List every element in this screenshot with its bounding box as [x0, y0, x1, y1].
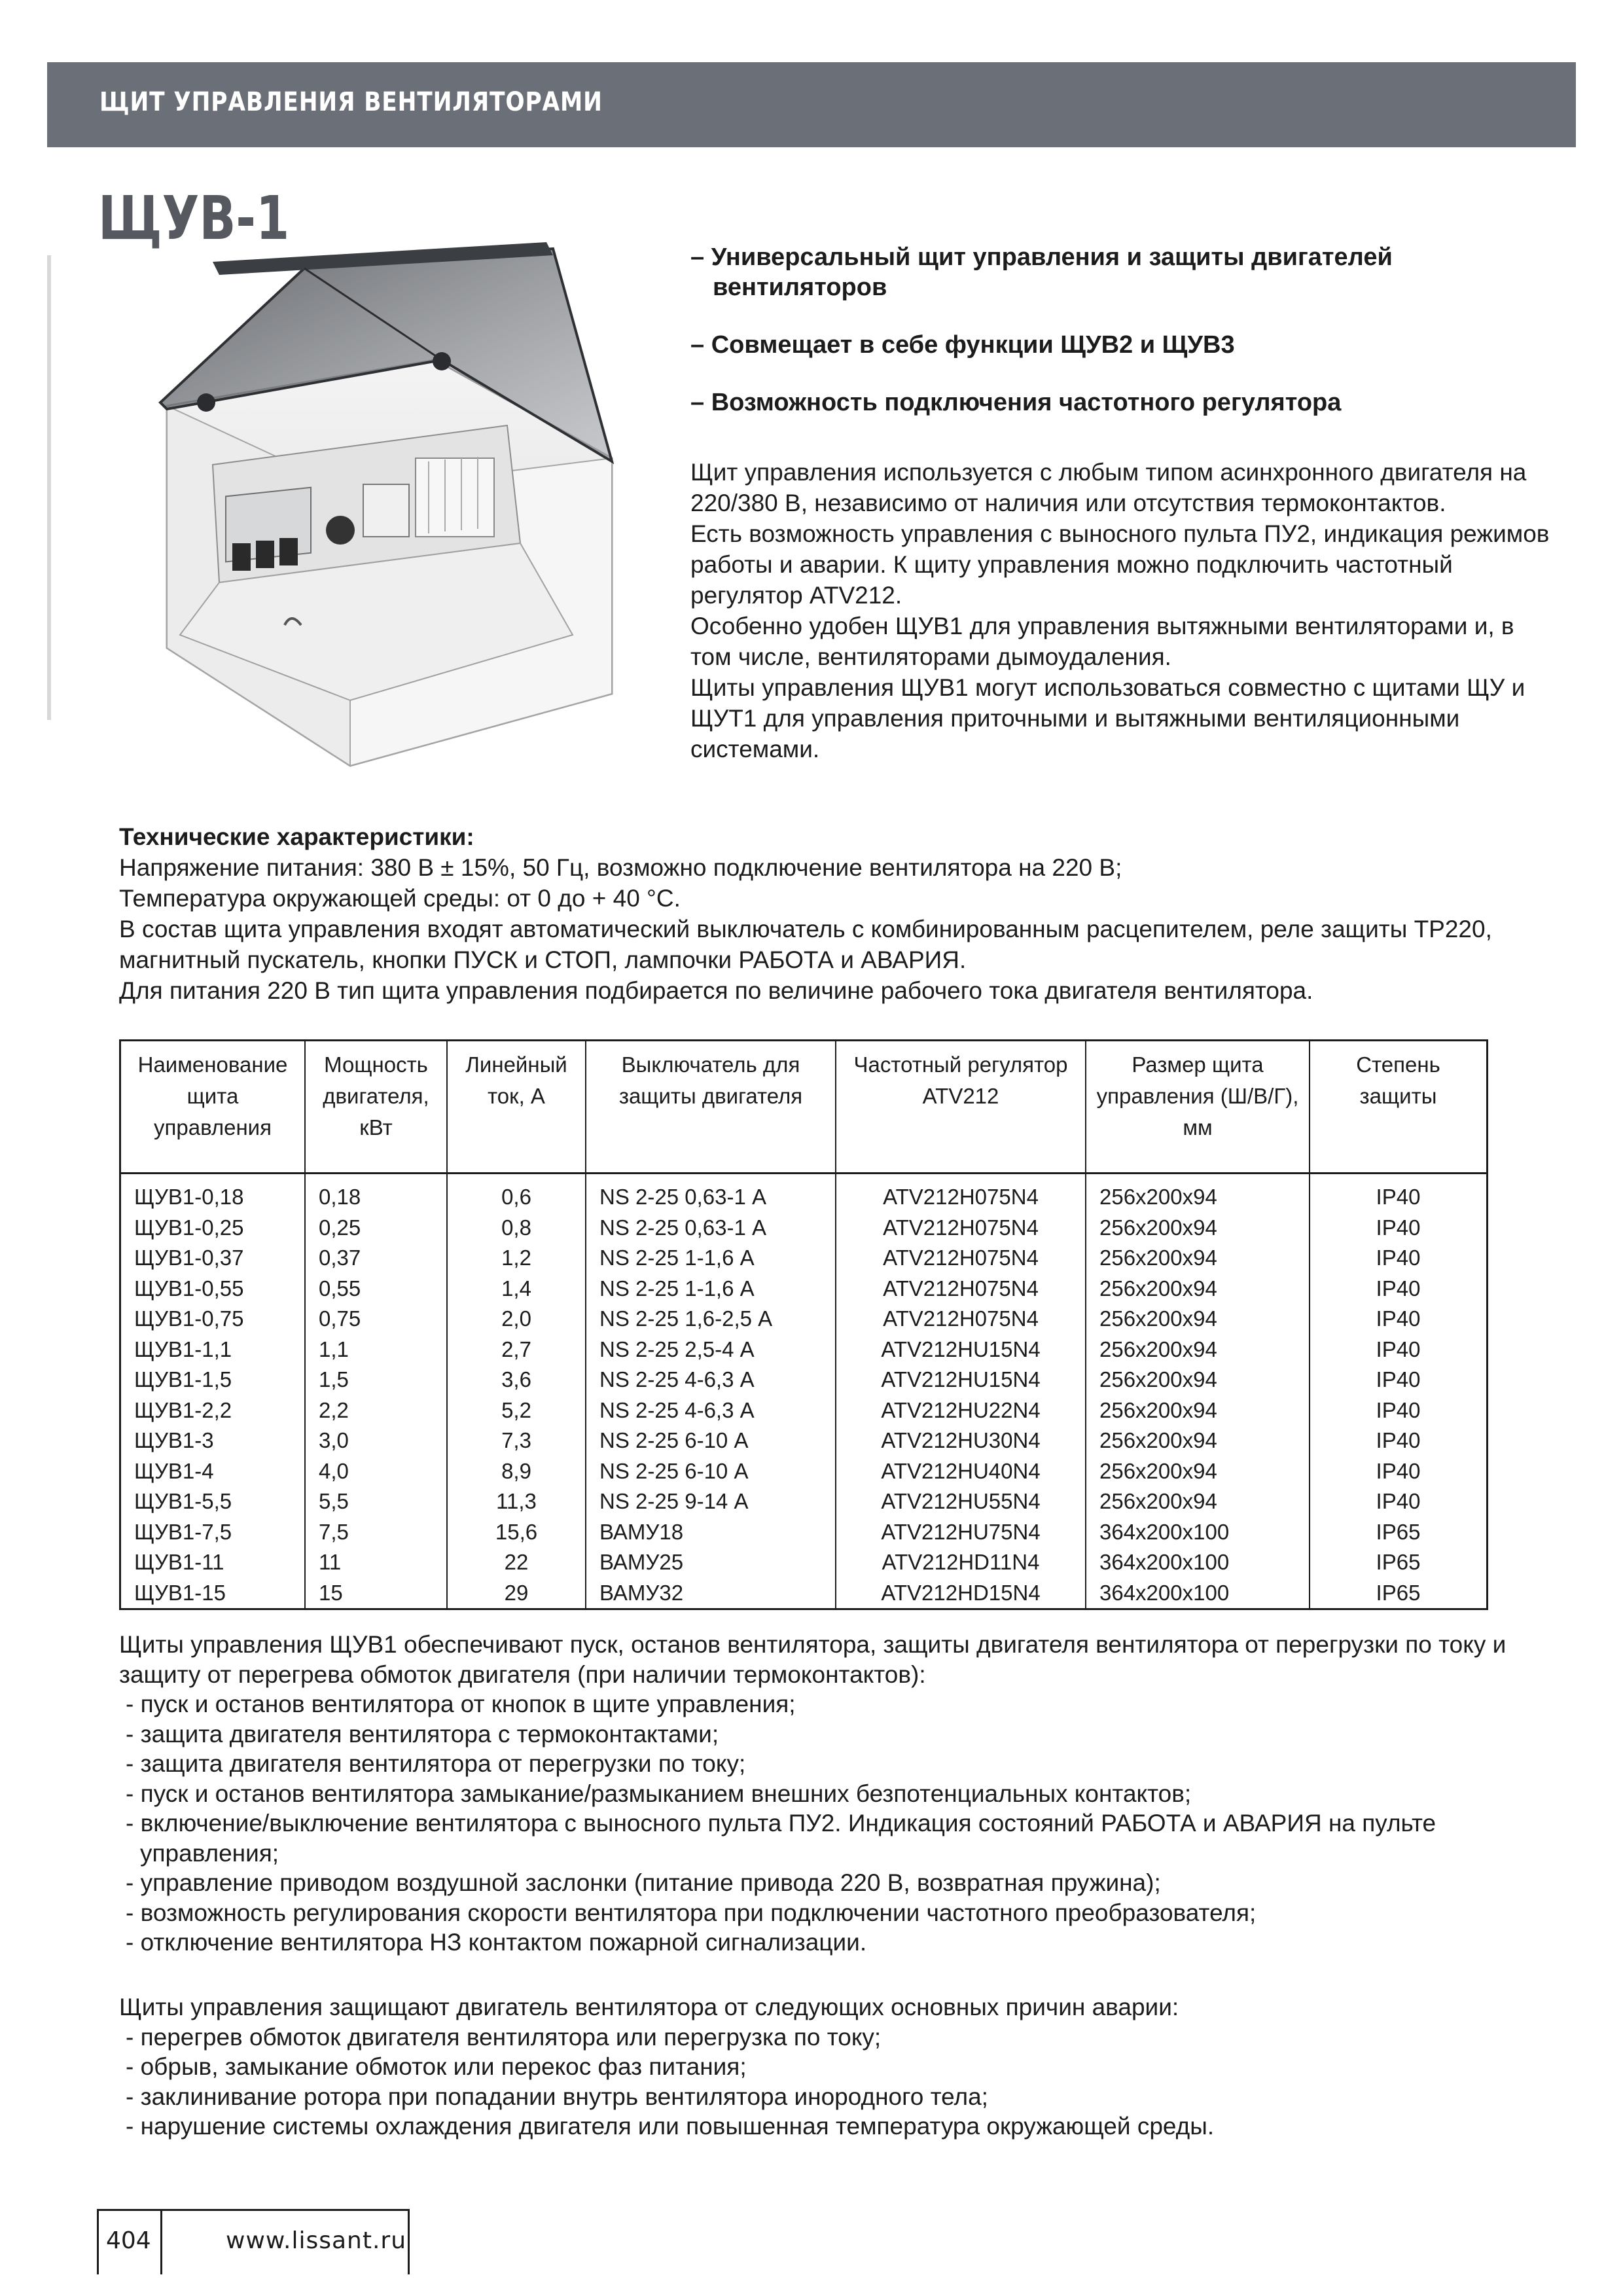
cell-breaker: NS 2-25 9-14 А: [586, 1486, 836, 1517]
cell-size: 256x200x94: [1086, 1365, 1310, 1395]
list-item: - перегрев обмоток двигателя вентилятора или перегрузка по току;: [126, 2023, 882, 2051]
cell-drive: ATV212H075N4: [836, 1274, 1086, 1304]
cell-name: ЩУВ1-1,5: [134, 1367, 232, 1391]
cell-power: 11: [305, 1547, 447, 1578]
protection-section: [119, 1992, 1572, 2142]
cell-size: 256x200x94: [1086, 1174, 1310, 1213]
column-header: Наименование щита управления: [120, 1041, 306, 1174]
table-row: [120, 1304, 1488, 1335]
cell-current: 11,3: [447, 1486, 586, 1517]
table-row: [120, 1547, 1488, 1578]
cell-current: 3,6: [447, 1365, 586, 1395]
cell-drive: ATV212HU30N4: [836, 1426, 1086, 1456]
page-number: 404: [106, 2227, 151, 2254]
column-header: Частотный регулятор ATV212: [836, 1041, 1086, 1174]
cell-name: ЩУВ1-7,5: [134, 1519, 232, 1544]
cell-current: 1,2: [447, 1243, 586, 1274]
cell-breaker: NS 2-25 1-1,6 А: [586, 1243, 836, 1274]
cell-current: 15,6: [447, 1517, 586, 1548]
cell-power: 1,1: [305, 1335, 447, 1365]
table-row: [120, 1174, 1488, 1213]
footer-divider: [408, 2209, 410, 2274]
column-header: Размер щита управления (Ш/В/Г), мм: [1086, 1041, 1310, 1174]
functions-intro: Щиты управления ЩУВ1 обеспечивают пуск, останов вентилятора, защиты двигателя вентилятора от перегрузки по току и защиту от перегрева обмоток двигателя (при наличии термоконтактов):: [119, 1631, 1507, 1688]
footer-divider: [160, 2209, 162, 2274]
description-paragraph: Особенно удобен ЩУВ1 для управления вытяжными вентиляторами и, в том числе, вентиляторами дымоудаления.: [690, 613, 1514, 670]
cell-breaker: NS 2-25 1-1,6 А: [586, 1274, 836, 1304]
cell-drive: ATV212H075N4: [836, 1304, 1086, 1335]
table-row: [120, 1456, 1488, 1487]
cell-name: ЩУВ1-0,37: [134, 1246, 244, 1270]
table-row: [120, 1335, 1488, 1365]
cell-size: 256x200x94: [1086, 1426, 1310, 1456]
list-item: - пуск и останов вентилятора от кнопок в щите управления;: [126, 1691, 796, 1717]
cell-ip: IP40: [1310, 1426, 1488, 1456]
cell-power: 15: [305, 1578, 447, 1609]
footer-divider: [97, 2209, 99, 2274]
cell-power: 0,55: [305, 1274, 447, 1304]
cell-power: 0,18: [305, 1174, 447, 1213]
tech-line: В состав щита управления входят автоматический выключатель с комбинированным расцепителем, реле защиты TP220, магнитный пускатель, кнопки ПУСК и СТОП, лампочки РАБОТА и АВАРИЯ.: [119, 916, 1492, 973]
cell-ip: IP40: [1310, 1486, 1488, 1517]
list-item: - защита двигателя вентилятора от перегрузки по току;: [126, 1750, 746, 1777]
cell-drive: ATV212H075N4: [836, 1174, 1086, 1213]
list-item: - заклинивание ротора при попадании внутрь вентилятора инородного тела;: [126, 2083, 988, 2110]
cell-size: 364x200x100: [1086, 1578, 1310, 1609]
cell-drive: ATV212HU15N4: [836, 1335, 1086, 1365]
cell-ip: IP65: [1310, 1547, 1488, 1578]
cell-power: 7,5: [305, 1517, 447, 1548]
cell-ip: IP40: [1310, 1335, 1488, 1365]
cell-name: ЩУВ1-4: [134, 1458, 214, 1483]
cell-breaker: NS 2-25 6-10 А: [586, 1426, 836, 1456]
column-header: Выключатель для защиты двигателя: [586, 1041, 836, 1174]
cell-drive: ATV212HD15N4: [836, 1578, 1086, 1609]
table-row: [120, 1274, 1488, 1304]
technical-specs: [119, 821, 1559, 1006]
feature-item: – Возможность подключения частотного регулятора: [690, 389, 1342, 416]
table-header-row: [120, 1041, 1488, 1174]
cell-current: 8,9: [447, 1456, 586, 1487]
cell-name: ЩУВ1-0,75: [134, 1306, 244, 1331]
cell-breaker: NS 2-25 6-10 А: [586, 1456, 836, 1487]
list-item: - пуск и останов вентилятора замыкание/размыканием внешних безпотенциальных контактов;: [126, 1780, 1192, 1807]
protection-list: [119, 2022, 1572, 2142]
cell-ip: IP40: [1310, 1213, 1488, 1244]
table-row: [120, 1486, 1488, 1517]
cell-breaker: NS 2-25 2,5-4 А: [586, 1335, 836, 1365]
description-paragraph: Щиты управления ЩУВ1 могут использоваться совместно с щитами ЩУ и ЩУТ1 для управления приточными и вытяжными вентиляционными системами.: [690, 674, 1525, 762]
cell-drive: ATV212HD11N4: [836, 1547, 1086, 1578]
cell-current: 2,0: [447, 1304, 586, 1335]
cell-ip: IP65: [1310, 1517, 1488, 1548]
cell-current: 2,7: [447, 1335, 586, 1365]
cell-breaker: NS 2-25 0,63-1 А: [586, 1174, 836, 1213]
cell-ip: IP40: [1310, 1456, 1488, 1487]
cell-size: 256x200x94: [1086, 1213, 1310, 1244]
cell-ip: IP40: [1310, 1395, 1488, 1426]
cell-ip: IP40: [1310, 1274, 1488, 1304]
cell-current: 0,6: [447, 1174, 586, 1213]
cell-name: ЩУВ1-0,18: [134, 1185, 244, 1209]
table-body: [120, 1174, 1488, 1609]
cell-name: ЩУВ1-1,1: [134, 1336, 232, 1361]
tech-heading: Технические характеристики:: [119, 823, 474, 850]
functions-section: [119, 1630, 1572, 1958]
website-link[interactable]: www.lissant.ru: [226, 2227, 407, 2254]
cell-drive: ATV212HU40N4: [836, 1456, 1086, 1487]
feature-item: – Универсальный щит управления и защиты двигателей вентиляторов: [690, 243, 1393, 301]
spec-table: [119, 1039, 1488, 1610]
tech-line: Для питания 220 В тип щита управления подбирается по величине рабочего тока двигателя вентилятора.: [119, 977, 1313, 1004]
cell-name: ЩУВ1-3: [134, 1428, 214, 1452]
list-item: - защита двигателя вентилятора с термоконтактами;: [126, 1720, 719, 1748]
table-row: [120, 1426, 1488, 1456]
cell-ip: IP40: [1310, 1243, 1488, 1274]
functions-list: [119, 1689, 1572, 1958]
column-header: Линейный ток, А: [447, 1041, 586, 1174]
cell-power: 0,75: [305, 1304, 447, 1335]
table-row: [120, 1578, 1488, 1609]
cell-current: 1,4: [447, 1274, 586, 1304]
table-row: [120, 1213, 1488, 1244]
cell-ip: IP40: [1310, 1174, 1488, 1213]
cell-name: ЩУВ1-11: [134, 1550, 224, 1574]
table-row: [120, 1395, 1488, 1426]
cell-power: 0,37: [305, 1243, 447, 1274]
cell-drive: ATV212H075N4: [836, 1213, 1086, 1244]
feature-item: – Совмещает в себе функции ЩУВ2 и ЩУВ3: [690, 331, 1235, 359]
column-header: Мощность двигателя, кВт: [305, 1041, 447, 1174]
list-item: - включение/выключение вентилятора с выносного пульта ПУ2. Индикация состояний РАБОТА и АВАРИЯ на пульте управления;: [126, 1810, 1436, 1867]
cell-power: 3,0: [305, 1426, 447, 1456]
description-paragraph: Щит управления используется с любым типом асинхронного двигателя на 220/380 В, независимо от наличия или отсутствия термоконтактов.: [690, 459, 1527, 516]
cell-name: ЩУВ1-0,55: [134, 1276, 244, 1300]
control-panel-photo: [154, 242, 651, 779]
cell-size: 256x200x94: [1086, 1304, 1310, 1335]
cell-ip: IP40: [1310, 1304, 1488, 1335]
protection-intro: Щиты управления защищают двигатель вентилятора от следующих основных причин аварии:: [119, 1994, 1179, 2020]
cell-ip: IP40: [1310, 1365, 1488, 1395]
list-item: - обрыв, замыкание обмоток или перекос фаз питания;: [126, 2053, 747, 2080]
cell-drive: ATV212HU55N4: [836, 1486, 1086, 1517]
cell-size: 256x200x94: [1086, 1335, 1310, 1365]
cell-breaker: NS 2-25 4-6,3 А: [586, 1395, 836, 1426]
list-item: - отключение вентилятора НЗ контактом пожарной сигнализации.: [126, 1929, 867, 1956]
description-paragraph: Есть возможность управления с выносного пульта ПУ2, индикация режимов работы и аварии. К щиту управления можно подключить частотный регулятор ATV212.: [690, 520, 1550, 609]
cell-breaker: ВАМУ18: [586, 1517, 836, 1548]
cell-power: 0,25: [305, 1213, 447, 1244]
cell-breaker: NS 2-25 4-6,3 А: [586, 1365, 836, 1395]
cell-drive: ATV212HU22N4: [836, 1395, 1086, 1426]
cell-power: 5,5: [305, 1486, 447, 1517]
cell-power: 4,0: [305, 1456, 447, 1487]
cell-name: ЩУВ1-2,2: [134, 1397, 232, 1422]
cell-power: 2,2: [305, 1395, 447, 1426]
list-item: - возможность регулирования скорости вентилятора при подключении частотного преобразователя;: [126, 1899, 1257, 1926]
cell-current: 29: [447, 1578, 586, 1609]
cell-size: 256x200x94: [1086, 1274, 1310, 1304]
cell-current: 7,3: [447, 1426, 586, 1456]
cell-drive: ATV212HU75N4: [836, 1517, 1086, 1548]
table-row: [120, 1517, 1488, 1548]
cell-name: ЩУВ1-15: [134, 1580, 226, 1605]
product-title: ЩУВ-1: [98, 183, 290, 253]
cell-name: ЩУВ1-5,5: [134, 1489, 232, 1513]
table-row: [120, 1243, 1488, 1274]
cell-drive: ATV212H075N4: [836, 1243, 1086, 1274]
cell-current: 22: [447, 1547, 586, 1578]
cell-size: 256x200x94: [1086, 1456, 1310, 1487]
tech-line: Напряжение питания: 380 В ± 15%, 50 Гц, возможно подключение вентилятора на 220 В;: [119, 854, 1122, 881]
description: [690, 457, 1561, 764]
list-item: - нарушение системы охлаждения двигателя или повышенная температура окружающей среды.: [126, 2113, 1215, 2140]
cell-size: 256x200x94: [1086, 1395, 1310, 1426]
cell-size: 256x200x94: [1086, 1243, 1310, 1274]
cell-breaker: ВАМУ32: [586, 1578, 836, 1609]
cell-current: 0,8: [447, 1213, 586, 1244]
cell-size: 256x200x94: [1086, 1486, 1310, 1517]
cell-breaker: NS 2-25 1,6-2,5 А: [586, 1304, 836, 1335]
cell-name: ЩУВ1-0,25: [134, 1215, 244, 1240]
cell-ip: IP65: [1310, 1578, 1488, 1609]
column-header: Степень защиты: [1310, 1041, 1488, 1174]
cell-drive: ATV212HU15N4: [836, 1365, 1086, 1395]
header-bar: [47, 62, 1576, 147]
list-item: - управление приводом воздушной заслонки (питание привода 220 В, возвратная пружина);: [126, 1869, 1161, 1896]
cell-power: 1,5: [305, 1365, 447, 1395]
feature-list: [690, 242, 1561, 445]
cell-size: 364x200x100: [1086, 1547, 1310, 1578]
section-title: ЩИТ УПРАВЛЕНИЯ ВЕНТИЛЯТОРАМИ: [99, 87, 603, 117]
cell-current: 5,2: [447, 1395, 586, 1426]
table-row: [120, 1365, 1488, 1395]
margin-rule: [47, 255, 51, 720]
cell-size: 364x200x100: [1086, 1517, 1310, 1548]
cell-breaker: ВАМУ25: [586, 1547, 836, 1578]
cell-breaker: NS 2-25 0,63-1 А: [586, 1213, 836, 1244]
tech-line: Температура окружающей среды: от 0 до + 40 °С.: [119, 885, 681, 912]
